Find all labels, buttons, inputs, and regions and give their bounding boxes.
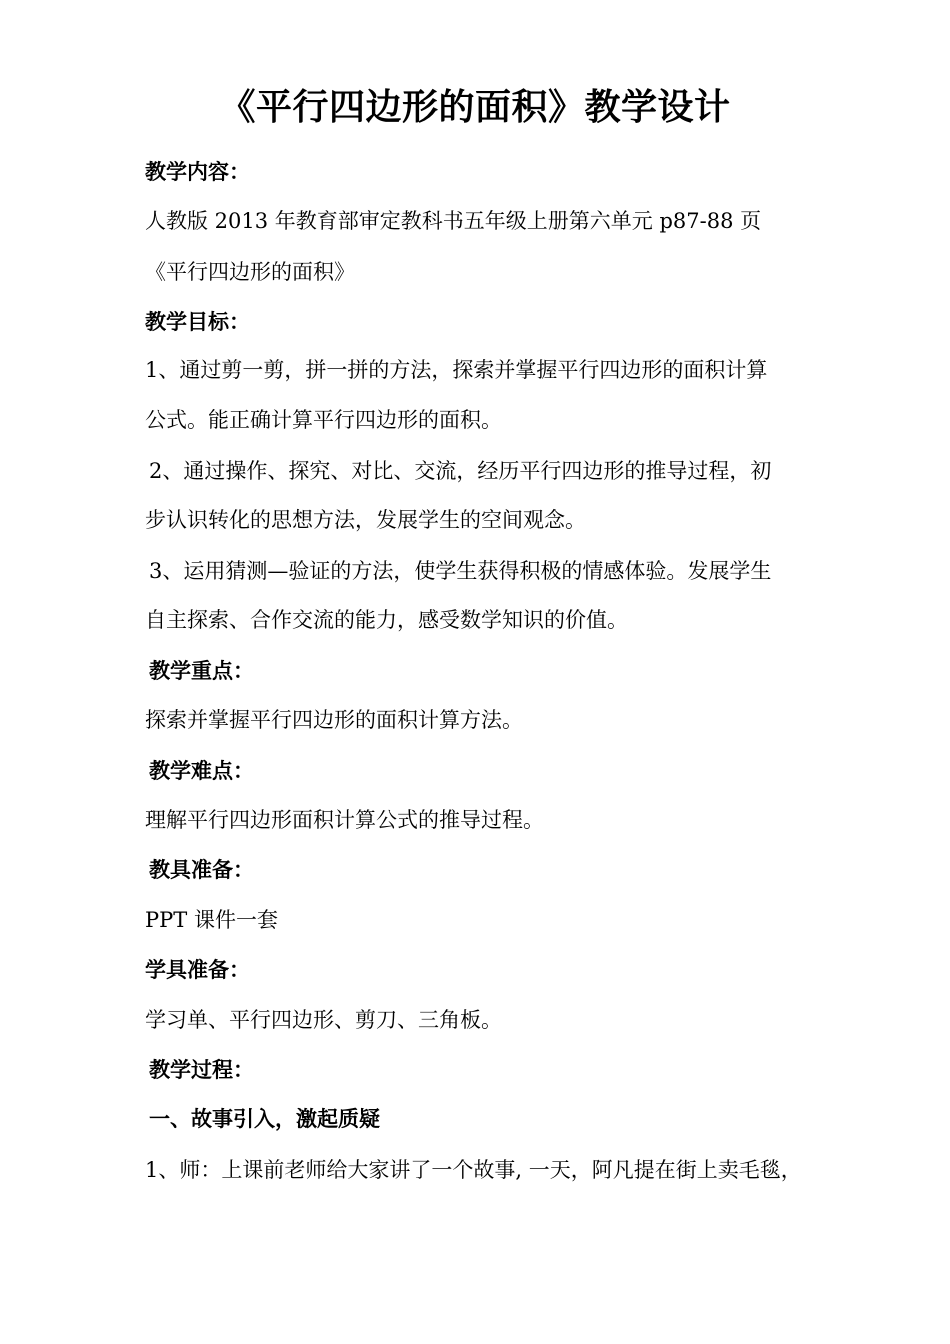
heading-student-aids: 学具准备： <box>145 958 250 982</box>
heading-teaching-process: 教学过程： <box>149 1058 254 1082</box>
paragraph-line: PPT 课件一套 <box>145 908 278 932</box>
paragraph-line: 《平行四边形的面积》 <box>145 260 355 284</box>
paragraph-line: 1、师：上课前老师给大家讲了一个故事, 一天，阿凡提在街上卖毛毯， <box>145 1158 802 1182</box>
paragraph-line: 步认识转化的思想方法，发展学生的空间观念。 <box>145 508 586 532</box>
heading-teaching-content: 教学内容： <box>145 160 250 184</box>
paragraph-line: 2、通过操作、探究、对比、交流，经历平行四边形的推导过程，初 <box>149 459 772 483</box>
document-title: 《平行四边形的面积》教学设计 <box>219 87 731 128</box>
heading-teaching-goals: 教学目标： <box>145 310 250 334</box>
paragraph-line: 3、运用猜测—验证的方法，使学生获得积极的情感体验。发展学生 <box>149 559 772 583</box>
heading-section-one: 一、故事引入，激起质疑 <box>149 1107 380 1131</box>
heading-key-points: 教学重点： <box>149 659 254 683</box>
paragraph-line: 自主探索、合作交流的能力，感受数学知识的价值。 <box>145 608 628 632</box>
paragraph-line: 公式。能正确计算平行四边形的面积。 <box>145 408 502 432</box>
heading-difficulties: 教学难点： <box>149 759 254 783</box>
heading-teaching-aids: 教具准备： <box>149 858 254 882</box>
paragraph-line: 探索并掌握平行四边形的面积计算方法。 <box>145 708 523 732</box>
paragraph-line: 1、通过剪一剪，拼一拼的方法，探索并掌握平行四边形的面积计算 <box>145 358 768 382</box>
paragraph-line: 学习单、平行四边形、剪刀、三角板。 <box>145 1008 502 1032</box>
paragraph-line: 理解平行四边形面积计算公式的推导过程。 <box>145 808 544 832</box>
paragraph-line: 人教版 2013 年教育部审定教科书五年级上册第六单元 p87-88 页 <box>145 209 762 233</box>
